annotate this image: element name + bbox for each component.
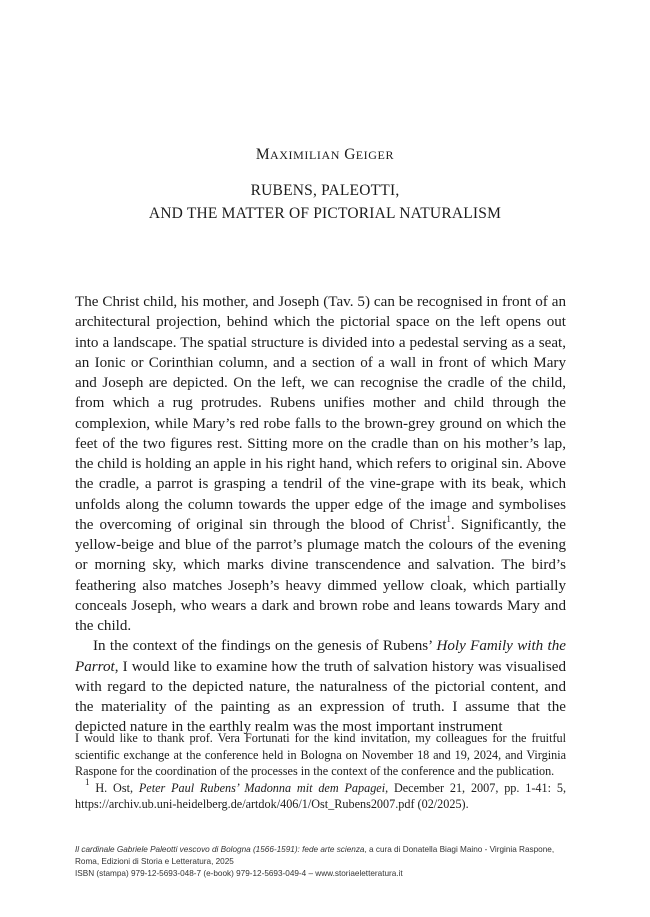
imprint-volume-title: Il cardinale Gabriele Paleotti vescovo di Bologna (1566-1591): fede arte scienza [75, 845, 365, 854]
footnote-1-italic: Peter Paul Rubens’ Madonna mit dem Papagei [138, 780, 386, 795]
paragraph-1 [75, 292, 566, 636]
author-rest-last: EIGER [355, 148, 395, 162]
footnotes [75, 730, 566, 813]
paragraph-1-text-a: The Christ child, his mother, and Joseph (Tav. 5) can be recognised in front of an architectural projection, behind which the pictorial space on the left opens out into a landscape. The spatial structure is divided into a pedestal serving as a seat, an Ionic or Corinthian column, and a section of a wall in front of which Mary and Joseph are depicted. On the left, we can recognise the cradle of the child, from which a rug protrudes. Rubens unifies mother and child through the complexion, while Mary’s red robe falls to the brown-grey ground on which the feet of the two figures rest. Sitting more on the cradle than on his mother’s lap, the child is holding an apple in his right hand, which refers to original sin. Above the cradle, a parrot is grasping a tendril of the vine-grape with its beak, which unfolds along the column towards the upper edge of the image and symbolises the overcoming of original sin through the blood of Christ [75, 294, 566, 533]
author-initial-first: M [255, 146, 270, 163]
author-rest-first: AXIMILIAN [270, 148, 341, 162]
footnote-1-text-b: , December 21, 2007, pp. 1-41: 5, https://archiv.ub.uni-heidelberg.de/artdok/406/1/Ost_Rubens2007.pdf (02/2025). [75, 780, 566, 811]
author-initial-last: G [344, 146, 356, 163]
footnote-1 [75, 777, 566, 813]
footnote-1-number: 1 [85, 777, 90, 788]
body-text [75, 292, 566, 738]
chapter-title-line-1: RUBENS, PALEOTTI, [250, 182, 400, 199]
footnote-ref-1: 1 [446, 513, 451, 524]
paragraph-1-text-b: . Significantly, the yellow-beige and blue of the parrot’s plumage match the colours of the evening or morning sky, which marks divine transcendence and salvation. The bird’s feathering also matches Joseph’s heavy dimmed yellow cloak, which partially conceals Joseph, who wears a dark and brown robe and leans towards Mary and the child. [75, 516, 566, 634]
imprint-editors-publisher: , a cura di Donatella Biagi Maino - Virginia Raspone, Roma, Edizioni di Storia e Letteratura, 2025 [75, 845, 555, 866]
imprint-isbn: ISBN (stampa) 979-12-5693-048-7 (e-book) 979-12-5693-049-4 – www.storiaeletteratura.it [75, 869, 403, 878]
paragraph-2 [75, 636, 566, 737]
publication-imprint [75, 844, 566, 880]
chapter-title-line-2: AND THE MATTER OF PICTORIAL NATURALISM [148, 205, 502, 222]
paragraph-2-text-a: In the context of the findings on the genesis of Rubens’ [93, 638, 437, 655]
paragraph-2-text-b: , I would like to examine how the truth of salvation history was visualised with regard to the depicted nature, the naturalness of the pictorial content, and the materiality of the painting as an expression of truth. I assume that the depicted nature in the earthly realm was the most important instrument [75, 658, 566, 736]
author-name [0, 146, 650, 164]
paragraph-2-italic-title: Holy Family with the Parrot [75, 638, 566, 675]
footnote-1-text-a: H. Ost, [89, 780, 139, 795]
imprint-line-1 [75, 844, 566, 868]
acknowledgement-note: I would like to thank prof. Vera Fortunati for the kind invitation, my colleagues for the fruitful scientific exchange at the conference held in Bologna on November 18 and 19, 2024, and Virginia Raspone for the coordination of the processes in the context of the conference and the publication. [75, 731, 566, 778]
chapter-title [60, 179, 590, 225]
